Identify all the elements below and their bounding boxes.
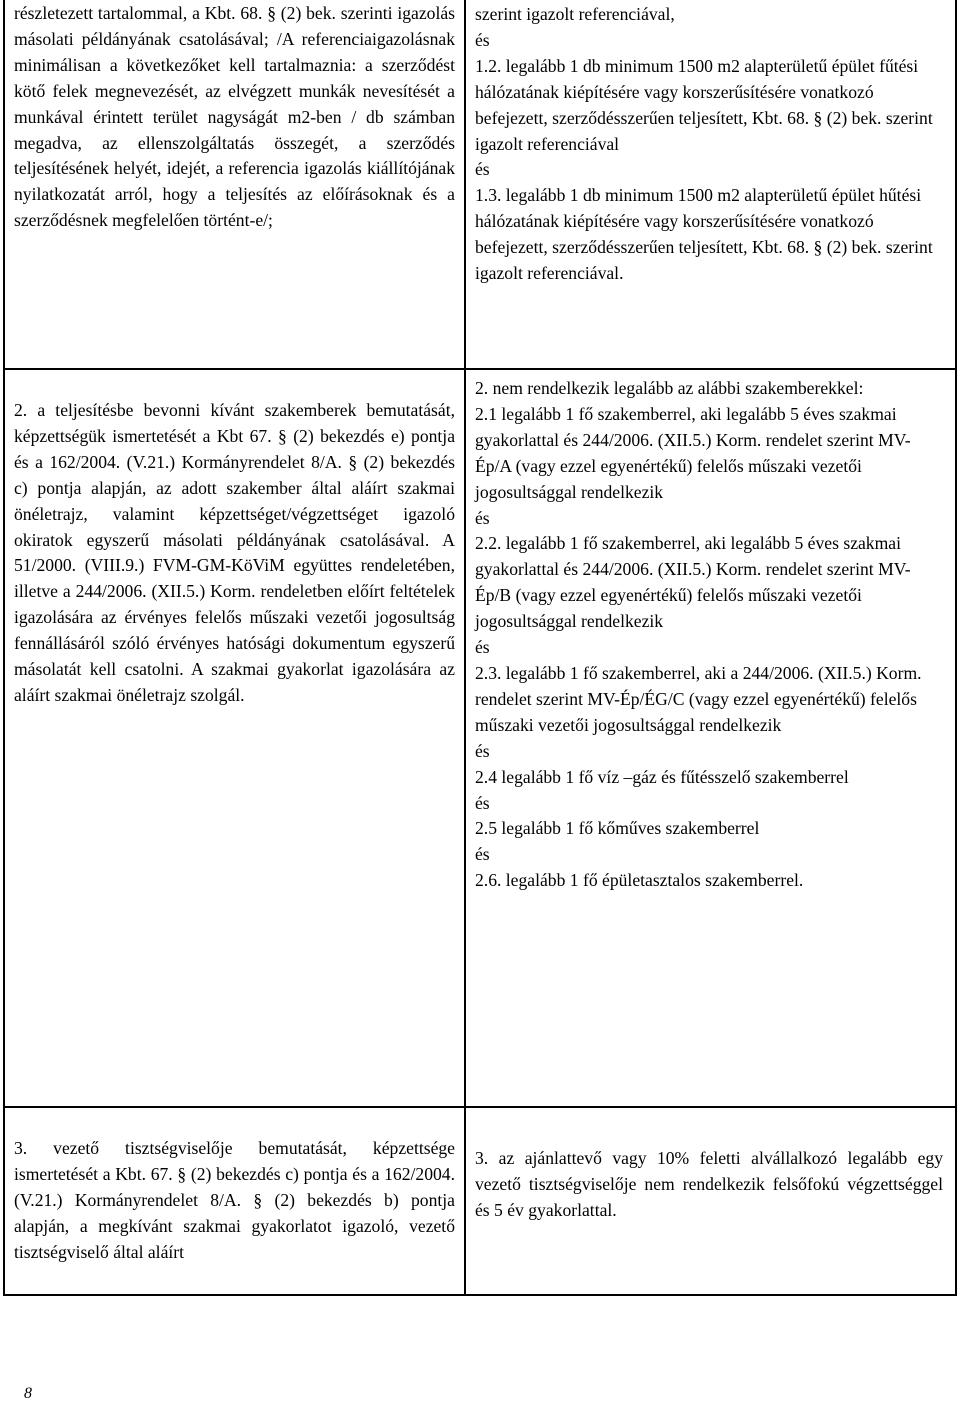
cell-paragraph: 2. nem rendelkezik legalább az alábbi szakemberekkel: — [475, 378, 864, 398]
cell-paragraph: 1.3. legalább 1 db minimum 1500 m2 alapterületű épület hűtési hálózatának kiépítésére vagy korszerűsítésére vonatkozó befejezett, szerződésszerűen teljesített, Kbt. 68. § (2) bek. szerint igazolt referenciával. — [475, 185, 933, 284]
cell-paragraph: és — [475, 844, 490, 865]
cell-paragraph: és — [475, 29, 490, 50]
cell-paragraph: 2.2. legalább 1 fő szakemberrel, aki legalább 5 éves szakmai gyakorlattal és 244/2006. (XII.5.) Korm. rendelet szerint MV-Ép/B (vagy ezzel egyenértékű) felelős műszaki vezetői jogosultsággal rendelkezik — [475, 533, 911, 632]
cell-paragraph: 1.2. legalább 1 db minimum 1500 m2 alapterületű épület fűtési hálózatának kiépítésére vagy korszerűsítésére vonatkozó befejezett, szerződésszerűen teljesített, Kbt. 68. § (2) bek. szerint igazolt referenciával — [475, 55, 933, 154]
table-row — [4, 0, 956, 369]
cell-paragraph: 2.5 legalább 1 fő kőműves szakemberrel — [475, 818, 760, 839]
table-cell-left — [4, 369, 465, 1107]
table-cell-left — [4, 0, 465, 369]
cell-paragraph: és — [475, 159, 490, 180]
cell-paragraph: és — [475, 740, 490, 761]
cell-paragraph: 2.1 legalább 1 fő szakemberrel, aki legalább 5 éves szakmai gyakorlattal és 244/2006. (XII.5.) Korm. rendelet szerint MV-Ép/A (vagy ezzel egyenértékű) felelős műszaki vezetői jogosultsággal rendelkezik — [475, 403, 911, 502]
cell-paragraph: 2.3. legalább 1 fő szakemberrel, aki a 244/2006. (XII.5.) Korm. rendelet szerint MV-Ép/ÉG/C (vagy ezzel egyenértékű) felelős műszaki vezetői jogosultsággal rendelkezik — [475, 662, 922, 735]
cell-paragraph: 2.4 legalább 1 fő víz –gáz és fűtésszelő szakemberrel — [475, 766, 849, 787]
table-cell-right — [465, 0, 956, 369]
cell-paragraph: szerint igazolt referenciával, — [475, 4, 675, 24]
cell-paragraph-group — [466, 0, 955, 287]
cell-paragraph: és — [475, 507, 490, 528]
requirements-table — [3, 0, 957, 1296]
cell-paragraph: 2. a teljesítésbe bevonni kívánt szakemberek bemutatását, képzettségük ismertetését a Kbt 67. § (2) bekezdés e) pontja és a 162/2004. (V.21.) Kormányrendelet 8/A. § (2) bekezdés c) pontja alapján, az adott szakember által aláírt szakmai önéletrajz, valamint képzettséget/végzettséget igazoló okiratok egyszerű másolati példányának csatolásával. A 51/2000. (VIII.9.) FVM-GM-KöViM együttes rendeletében, illetve a 244/2006. (XII.5.) Korm. rendeletben előírt feltételek igazolására az érvényes felelős műszaki vezetői jogosultság fennállásáról szóló érvényes hatósági dokumentum egyszerű másolatát kell csatolni. A szakmai gyakorlat igazolására az aláírt szakmai önéletrajz szolgál. — [14, 400, 455, 705]
table-cell-right — [465, 1107, 956, 1295]
cell-paragraph-group — [466, 370, 955, 894]
cell-paragraph: 2.6. legalább 1 fő épületasztalos szakemberrel. — [475, 870, 804, 891]
cell-paragraph: és — [475, 792, 490, 813]
table-cell-right — [465, 369, 956, 1107]
table-row — [4, 369, 956, 1107]
table-row — [4, 1107, 956, 1295]
page-number: 8 — [24, 1385, 32, 1402]
cell-paragraph: részletezett tartalommal, a Kbt. 68. § (2) bek. szerinti igazolás másolati példányának csatolásával; /A referenciaigazolásnak minimálisan a következőket kell tartalmaznia: a szerződést kötő felek megnevezését, az elvégzett munkák nevesítését a munkával érintett terület nagyságát m2-ben / db számban megadva, az ellenszolgáltatás összegét, a szerződés teljesítésének helyét, idejét, a referencia igazolás kiállítójának nyilatkozatát arról, hogy a teljesítés az előírásoknak és a szerződésnek megfelelően történt-e/; — [14, 3, 455, 231]
table-cell-left — [4, 1107, 465, 1295]
cell-paragraph: és — [475, 637, 490, 658]
cell-paragraph: 3. az ajánlattevő vagy 10% feletti alvállalkozó legalább egy vezető tisztségviselője nem rendelkezik felsőfokú végzettséggel és 5 év gyakorlattal. — [475, 1148, 943, 1220]
cell-paragraph: 3. vezető tisztségviselője bemutatását, képzettsége ismertetését a Kbt. 67. § (2) bekezdés c) pontja és a 162/2004. (V.21.) Kormányrendelet 8/A. § (2) bekezdés b) pontja alapján, a megkívánt szakmai gyakorlatot igazoló, vezető tisztségviselő által aláírt — [14, 1138, 455, 1262]
